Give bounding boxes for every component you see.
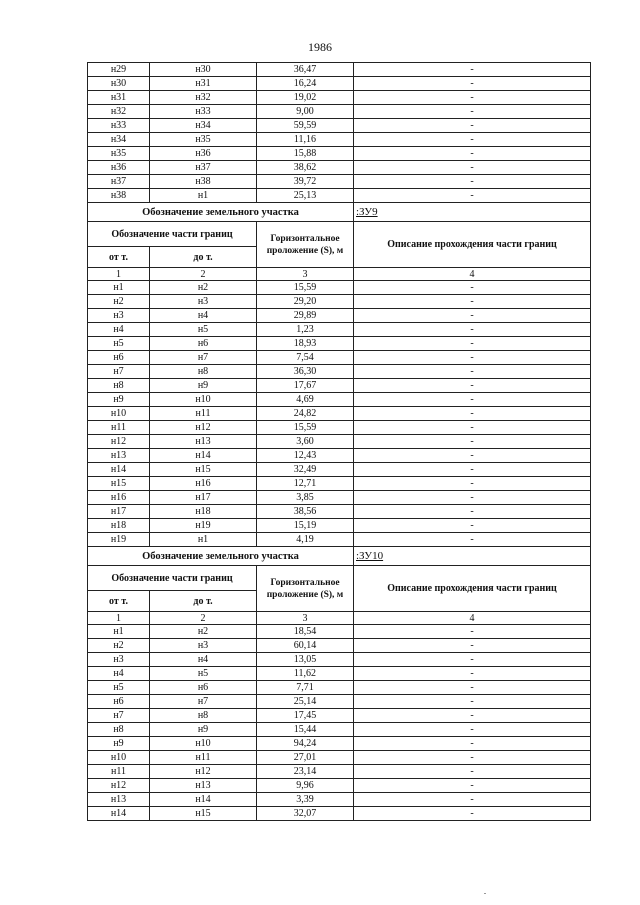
to-point-cell: н32	[150, 91, 257, 105]
from-point-cell: н1	[88, 281, 150, 295]
description-cell: -	[354, 337, 591, 351]
to-point-cell: н3	[150, 295, 257, 309]
from-point-cell: н7	[88, 709, 150, 723]
to-point-cell: н5	[150, 667, 257, 681]
header-horizontal: Горизонтальное проложение (S), м	[257, 566, 354, 612]
table-row	[88, 393, 591, 407]
to-point-cell: н4	[150, 309, 257, 323]
table-row	[88, 667, 591, 681]
table-row	[88, 533, 591, 547]
to-point-cell: н11	[150, 407, 257, 421]
to-point-cell: н33	[150, 105, 257, 119]
distance-cell: 32,49	[257, 463, 354, 477]
table-row	[88, 435, 591, 449]
boundary-table	[87, 62, 591, 821]
description-cell: -	[354, 393, 591, 407]
to-point-cell: н18	[150, 505, 257, 519]
distance-cell: 7,54	[257, 351, 354, 365]
distance-cell: 15,19	[257, 519, 354, 533]
distance-cell: 60,14	[257, 639, 354, 653]
table-row	[88, 681, 591, 695]
from-point-cell: н13	[88, 793, 150, 807]
from-point-cell: н9	[88, 393, 150, 407]
distance-cell: 32,07	[257, 807, 354, 821]
from-point-cell: н35	[88, 147, 150, 161]
to-point-cell: н1	[150, 189, 257, 203]
from-point-cell: н36	[88, 161, 150, 175]
description-cell: -	[354, 807, 591, 821]
description-cell: -	[354, 295, 591, 309]
to-point-cell: н9	[150, 379, 257, 393]
to-point-cell: н14	[150, 449, 257, 463]
from-point-cell: н32	[88, 105, 150, 119]
description-cell: -	[354, 477, 591, 491]
description-cell: -	[354, 625, 591, 639]
from-point-cell: н5	[88, 337, 150, 351]
table-row	[88, 365, 591, 379]
to-point-cell: н36	[150, 147, 257, 161]
distance-cell: 29,20	[257, 295, 354, 309]
section-title: Обозначение земельного участка	[88, 203, 354, 222]
page-number: 1986	[308, 40, 332, 54]
from-point-cell: н5	[88, 681, 150, 695]
description-cell: -	[354, 491, 591, 505]
distance-cell: 59,59	[257, 119, 354, 133]
header-row	[88, 222, 591, 247]
to-point-cell: н8	[150, 365, 257, 379]
column-number: 4	[354, 268, 591, 281]
from-point-cell: н10	[88, 407, 150, 421]
scan-mark	[484, 893, 486, 894]
table-row	[88, 379, 591, 393]
from-point-cell: н33	[88, 119, 150, 133]
distance-cell: 3,60	[257, 435, 354, 449]
description-cell: -	[354, 365, 591, 379]
header-from: от т.	[88, 591, 150, 612]
distance-cell: 17,45	[257, 709, 354, 723]
to-point-cell: н31	[150, 77, 257, 91]
table-row	[88, 337, 591, 351]
distance-cell: 15,59	[257, 281, 354, 295]
parcel-code: :ЗУ10	[354, 547, 591, 566]
table-row	[88, 751, 591, 765]
distance-cell: 23,14	[257, 765, 354, 779]
distance-cell: 3,39	[257, 793, 354, 807]
table-row	[88, 779, 591, 793]
description-cell: -	[354, 119, 591, 133]
distance-cell: 11,62	[257, 667, 354, 681]
table-row	[88, 189, 591, 203]
distance-cell: 16,24	[257, 77, 354, 91]
from-point-cell: н7	[88, 365, 150, 379]
to-point-cell: н5	[150, 323, 257, 337]
distance-cell: 36,30	[257, 365, 354, 379]
to-point-cell: н38	[150, 175, 257, 189]
header-to: до т.	[150, 247, 257, 268]
section-title-row	[88, 203, 591, 222]
distance-cell: 29,89	[257, 309, 354, 323]
description-cell: -	[354, 147, 591, 161]
table-row	[88, 91, 591, 105]
from-point-cell: н29	[88, 63, 150, 77]
table-row	[88, 765, 591, 779]
table-row	[88, 295, 591, 309]
table-row	[88, 519, 591, 533]
from-point-cell: н4	[88, 323, 150, 337]
description-cell: -	[354, 309, 591, 323]
from-point-cell: н37	[88, 175, 150, 189]
to-point-cell: н16	[150, 477, 257, 491]
description-cell: -	[354, 77, 591, 91]
to-point-cell: н10	[150, 737, 257, 751]
to-point-cell: н35	[150, 133, 257, 147]
from-point-cell: н16	[88, 491, 150, 505]
table-row	[88, 421, 591, 435]
from-point-cell: н2	[88, 639, 150, 653]
to-point-cell: н2	[150, 281, 257, 295]
to-point-cell: н12	[150, 765, 257, 779]
distance-cell: 4,19	[257, 533, 354, 547]
header-from: от т.	[88, 247, 150, 268]
header-horizontal: Горизонтальное проложение (S), м	[257, 222, 354, 268]
distance-cell: 15,88	[257, 147, 354, 161]
from-point-cell: н30	[88, 77, 150, 91]
distance-cell: 25,13	[257, 189, 354, 203]
header-description: Описание прохождения части границ	[354, 566, 591, 612]
column-number: 1	[88, 268, 150, 281]
from-point-cell: н2	[88, 295, 150, 309]
description-cell: -	[354, 351, 591, 365]
from-point-cell: н17	[88, 505, 150, 519]
table-row	[88, 309, 591, 323]
distance-cell: 4,69	[257, 393, 354, 407]
to-point-cell: н6	[150, 337, 257, 351]
table-row	[88, 77, 591, 91]
from-point-cell: н1	[88, 625, 150, 639]
to-point-cell: н30	[150, 63, 257, 77]
description-cell: -	[354, 723, 591, 737]
column-number: 3	[257, 612, 354, 625]
column-number: 3	[257, 268, 354, 281]
description-cell: -	[354, 463, 591, 477]
description-cell: -	[354, 751, 591, 765]
table-row	[88, 63, 591, 77]
table-row	[88, 491, 591, 505]
distance-cell: 1,23	[257, 323, 354, 337]
table-row	[88, 793, 591, 807]
to-point-cell: н2	[150, 625, 257, 639]
to-point-cell: н4	[150, 653, 257, 667]
description-cell: -	[354, 765, 591, 779]
description-cell: -	[354, 379, 591, 393]
table-row	[88, 351, 591, 365]
distance-cell: 12,43	[257, 449, 354, 463]
table-row	[88, 323, 591, 337]
distance-cell: 24,82	[257, 407, 354, 421]
description-cell: -	[354, 435, 591, 449]
header-description: Описание прохождения части границ	[354, 222, 591, 268]
from-point-cell: н38	[88, 189, 150, 203]
distance-cell: 39,72	[257, 175, 354, 189]
description-cell: -	[354, 709, 591, 723]
to-point-cell: н15	[150, 807, 257, 821]
to-point-cell: н1	[150, 533, 257, 547]
to-point-cell: н10	[150, 393, 257, 407]
to-point-cell: н7	[150, 351, 257, 365]
table-row	[88, 653, 591, 667]
description-cell: -	[354, 133, 591, 147]
column-number-row	[88, 268, 591, 281]
to-point-cell: н17	[150, 491, 257, 505]
table-row	[88, 119, 591, 133]
table-row	[88, 147, 591, 161]
to-point-cell: н3	[150, 639, 257, 653]
to-point-cell: н6	[150, 681, 257, 695]
description-cell: -	[354, 175, 591, 189]
description-cell: -	[354, 407, 591, 421]
distance-cell: 12,71	[257, 477, 354, 491]
distance-cell: 18,93	[257, 337, 354, 351]
table-row	[88, 695, 591, 709]
section-title-row	[88, 547, 591, 566]
from-point-cell: н8	[88, 723, 150, 737]
from-point-cell: н14	[88, 807, 150, 821]
description-cell: -	[354, 91, 591, 105]
description-cell: -	[354, 63, 591, 77]
table-row	[88, 105, 591, 119]
to-point-cell: н37	[150, 161, 257, 175]
description-cell: -	[354, 695, 591, 709]
to-point-cell: н11	[150, 751, 257, 765]
from-point-cell: н18	[88, 519, 150, 533]
table-row	[88, 639, 591, 653]
distance-cell: 27,01	[257, 751, 354, 765]
from-point-cell: н13	[88, 449, 150, 463]
table-row	[88, 175, 591, 189]
table-row	[88, 709, 591, 723]
column-number: 1	[88, 612, 150, 625]
description-cell: -	[354, 281, 591, 295]
table-row	[88, 463, 591, 477]
to-point-cell: н13	[150, 779, 257, 793]
description-cell: -	[354, 161, 591, 175]
from-point-cell: н3	[88, 653, 150, 667]
description-cell: -	[354, 505, 591, 519]
distance-cell: 19,02	[257, 91, 354, 105]
header-part: Обозначение части границ	[88, 222, 257, 247]
description-cell: -	[354, 737, 591, 751]
parcel-code: :ЗУ9	[354, 203, 591, 222]
description-cell: -	[354, 421, 591, 435]
column-number: 2	[150, 612, 257, 625]
distance-cell: 38,56	[257, 505, 354, 519]
to-point-cell: н19	[150, 519, 257, 533]
distance-cell: 17,67	[257, 379, 354, 393]
distance-cell: 15,59	[257, 421, 354, 435]
distance-cell: 38,62	[257, 161, 354, 175]
to-point-cell: н34	[150, 119, 257, 133]
table-row	[88, 625, 591, 639]
description-cell: -	[354, 533, 591, 547]
from-point-cell: н4	[88, 667, 150, 681]
from-point-cell: н11	[88, 765, 150, 779]
to-point-cell: н14	[150, 793, 257, 807]
distance-cell: 9,96	[257, 779, 354, 793]
from-point-cell: н12	[88, 779, 150, 793]
description-cell: -	[354, 653, 591, 667]
to-point-cell: н9	[150, 723, 257, 737]
description-cell: -	[354, 189, 591, 203]
from-point-cell: н6	[88, 351, 150, 365]
from-point-cell: н15	[88, 477, 150, 491]
from-point-cell: н8	[88, 379, 150, 393]
distance-cell: 11,16	[257, 133, 354, 147]
to-point-cell: н13	[150, 435, 257, 449]
from-point-cell: н3	[88, 309, 150, 323]
column-number: 4	[354, 612, 591, 625]
distance-cell: 94,24	[257, 737, 354, 751]
distance-cell: 15,44	[257, 723, 354, 737]
description-cell: -	[354, 667, 591, 681]
description-cell: -	[354, 449, 591, 463]
table-row	[88, 407, 591, 421]
header-to: до т.	[150, 591, 257, 612]
column-number: 2	[150, 268, 257, 281]
table-row	[88, 737, 591, 751]
to-point-cell: н8	[150, 709, 257, 723]
description-cell: -	[354, 779, 591, 793]
column-number-row	[88, 612, 591, 625]
description-cell: -	[354, 681, 591, 695]
table-row	[88, 281, 591, 295]
description-cell: -	[354, 105, 591, 119]
distance-cell: 36,47	[257, 63, 354, 77]
table-row	[88, 133, 591, 147]
description-cell: -	[354, 639, 591, 653]
table-row	[88, 807, 591, 821]
from-point-cell: н31	[88, 91, 150, 105]
distance-cell: 13,05	[257, 653, 354, 667]
distance-cell: 18,54	[257, 625, 354, 639]
description-cell: -	[354, 323, 591, 337]
table-row	[88, 723, 591, 737]
distance-cell: 7,71	[257, 681, 354, 695]
table-row	[88, 505, 591, 519]
section-title: Обозначение земельного участка	[88, 547, 354, 566]
to-point-cell: н7	[150, 695, 257, 709]
to-point-cell: н15	[150, 463, 257, 477]
from-point-cell: н11	[88, 421, 150, 435]
table-row	[88, 477, 591, 491]
from-point-cell: н12	[88, 435, 150, 449]
distance-cell: 3,85	[257, 491, 354, 505]
description-cell: -	[354, 793, 591, 807]
distance-cell: 25,14	[257, 695, 354, 709]
description-cell: -	[354, 519, 591, 533]
table-row	[88, 161, 591, 175]
from-point-cell: н9	[88, 737, 150, 751]
from-point-cell: н14	[88, 463, 150, 477]
header-row	[88, 566, 591, 591]
from-point-cell: н34	[88, 133, 150, 147]
distance-cell: 9,00	[257, 105, 354, 119]
to-point-cell: н12	[150, 421, 257, 435]
from-point-cell: н10	[88, 751, 150, 765]
header-part: Обозначение части границ	[88, 566, 257, 591]
from-point-cell: н6	[88, 695, 150, 709]
table-row	[88, 449, 591, 463]
from-point-cell: н19	[88, 533, 150, 547]
